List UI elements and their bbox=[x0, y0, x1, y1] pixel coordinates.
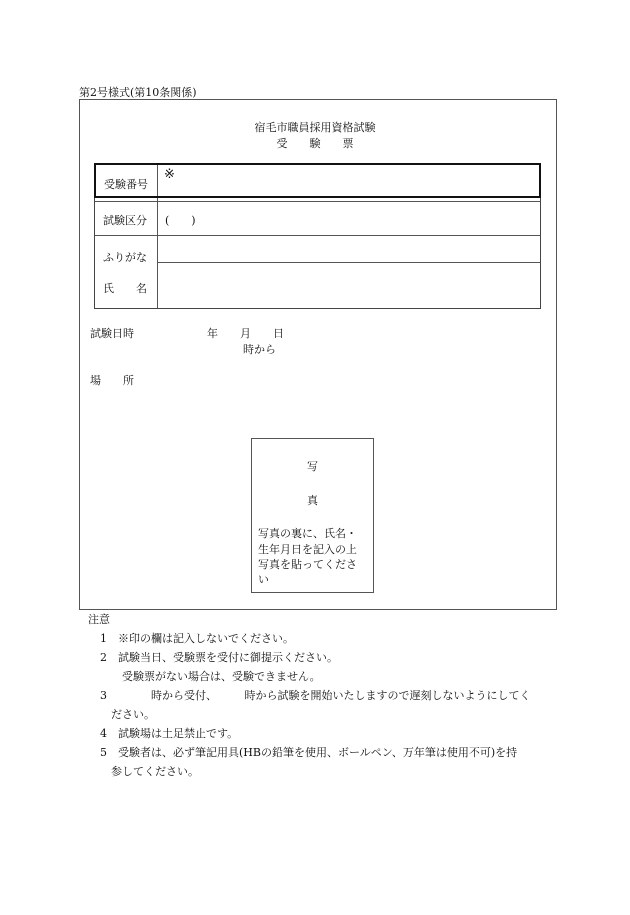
note-line: ださい。 bbox=[100, 708, 155, 721]
note-line: 3 時から受付、 時から試験を開始いたしますので遅刻しないようにしてく bbox=[100, 689, 531, 702]
document-title: 宿毛市職員採用資格試験 bbox=[254, 121, 376, 134]
exam-date-label: 試験日時 bbox=[90, 327, 134, 340]
form-label: 第2号様式(第10条関係) bbox=[79, 86, 197, 99]
name-field[interactable] bbox=[157, 263, 540, 309]
exam-number-field[interactable] bbox=[158, 165, 539, 196]
name-row bbox=[95, 235, 540, 309]
note-line: 2 試験当日、受験票を受付に御提示ください。 bbox=[100, 651, 338, 664]
furigana-field[interactable] bbox=[157, 236, 540, 262]
applicant-info-table bbox=[94, 163, 541, 309]
note-line: 参してください。 bbox=[100, 765, 199, 778]
exam-category-row bbox=[95, 201, 540, 236]
photo-instruction-line: 写真の裏に、氏名・ bbox=[258, 527, 357, 540]
exam-time: 時から bbox=[243, 343, 276, 356]
photo-instruction-line: 生年月日を記入の上 bbox=[258, 543, 357, 556]
photo-char-1: 写 bbox=[307, 460, 318, 473]
name-label: 氏 名 bbox=[103, 282, 147, 295]
exam-date-ymd: 年 月 日 bbox=[207, 327, 284, 340]
exam-number-label: 受験番号 bbox=[104, 178, 148, 191]
photo-instruction-line: 写真を貼ってくださ bbox=[258, 558, 357, 571]
exam-category-value[interactable]: ( ) bbox=[165, 214, 196, 227]
exam-number-row bbox=[94, 163, 541, 198]
note-line: 4 試験場は土足禁止です。 bbox=[100, 727, 239, 740]
exam-number-mark: ※ bbox=[164, 167, 175, 182]
note-line: 5 受験者は、必ず筆記用具(HBの鉛筆を使用、ボールペン、万年筆は使用不可)を持 bbox=[100, 746, 518, 759]
exam-place-label: 場 所 bbox=[90, 374, 134, 387]
photo-char-2: 真 bbox=[307, 494, 318, 507]
document-subtitle: 受 験 票 bbox=[276, 137, 354, 150]
note-line: 1 ※印の欄は記入しないでください。 bbox=[100, 632, 294, 645]
exam-category-label: 試験区分 bbox=[103, 214, 147, 227]
furigana-label: ふりがな bbox=[103, 251, 147, 264]
photo-area bbox=[251, 438, 374, 593]
notes-heading: 注意 bbox=[88, 613, 110, 626]
note-line: 受験票がない場合は、受験できません。 bbox=[100, 670, 321, 683]
photo-instruction-line: い bbox=[258, 573, 269, 586]
